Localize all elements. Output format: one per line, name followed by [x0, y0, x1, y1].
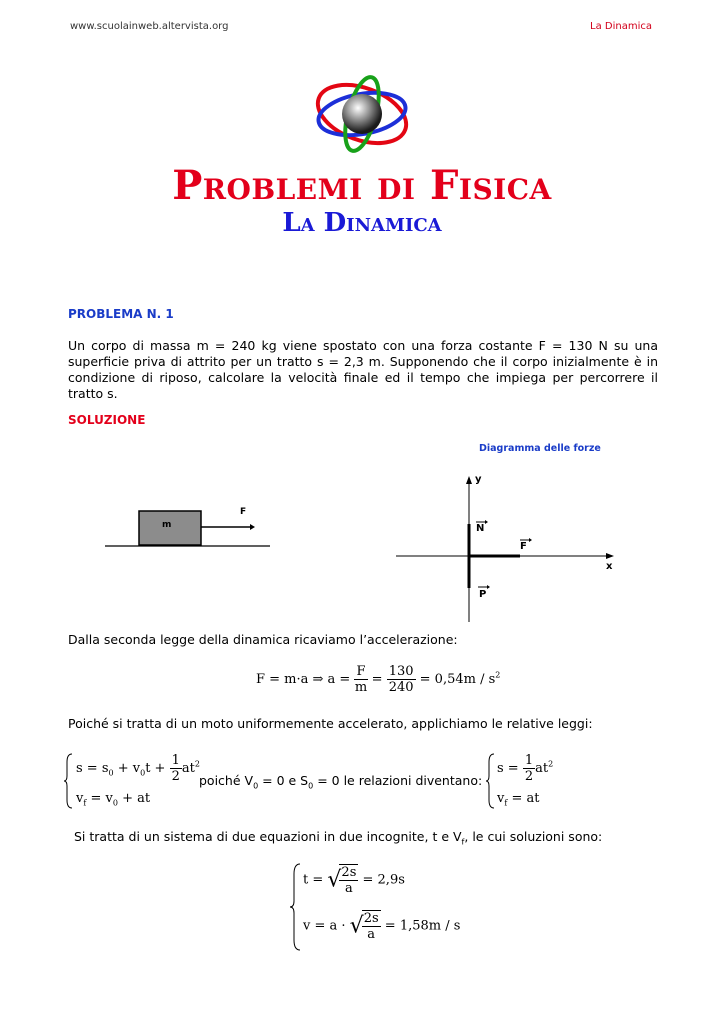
sys2-l2c: = at	[507, 791, 540, 806]
eq1-lhs: F = m·a ⇒ a =	[256, 672, 351, 687]
text3-sub: f	[461, 837, 465, 847]
sys1-l2c: = v	[86, 791, 113, 806]
diagram-title: Diagramma delle forze	[479, 443, 601, 454]
sol-v-den: a	[367, 927, 376, 942]
atom-logo	[312, 72, 412, 156]
mid-sub2: 0	[308, 781, 314, 791]
sys2-l1c: 2	[548, 759, 554, 769]
solutions-brace	[290, 862, 302, 952]
header-site: www.scuolainweb.altervista.org	[70, 21, 229, 32]
solution-time: t = √ $\frac{2s}{a}$ = 2,9s	[303, 865, 405, 896]
sol-t-num: 2s	[341, 865, 357, 880]
header-section: La Dinamica	[590, 21, 652, 32]
axis-y-label: y	[475, 474, 482, 485]
system1-line1	[76, 753, 200, 784]
text-second-law: Dalla seconda legge della dinamica ricaviamo l’accelerazione:	[68, 632, 458, 647]
text-initial-conditions	[199, 773, 482, 791]
text3a: Si tratta di un sistema di due equazioni in due incognite, t e V	[74, 829, 462, 844]
sys1-l2b: f	[83, 798, 87, 808]
text-system-solutions	[74, 829, 602, 847]
eq1-frac1-den: m	[354, 680, 368, 695]
system2-line2	[497, 791, 539, 808]
sol-v-res: = 1,58m / s	[384, 918, 461, 934]
sol-t-res: = 2,9s	[362, 872, 405, 888]
system1-line2	[76, 791, 150, 808]
sys2-half-den: 2	[524, 769, 534, 784]
solution-label: SOLUZIONE	[68, 413, 146, 427]
problem-text: Un corpo di massa m = 240 kg viene spostato con una forza costante F = 130 N su una superficie priva di attrito per un tratto s = 2,3 m. Supponendo che il corpo inizialmente è in condizione di riposo, calcolare la velocità finale ed il tempo che impiega per percorrere il tratto s.	[68, 338, 658, 401]
vector-n-label: N	[476, 523, 485, 534]
vector-p-label: P	[479, 589, 487, 600]
page-title: Problemi di Fisica	[172, 162, 552, 209]
sol-t-lhs: t =	[303, 872, 324, 888]
text-uniform-motion: Poiché si tratta di un moto uniformemente accelerato, applichiamo le relative leggi:	[68, 716, 593, 731]
sol-t-den: a	[345, 881, 353, 896]
sys2-l1a: s =	[497, 761, 519, 776]
vector-f-label: F	[520, 541, 527, 552]
page-subtitle: La Dinamica	[282, 208, 442, 238]
sol-v-lhs: v = a ·	[303, 918, 346, 934]
sys1-l1b: 0	[108, 768, 114, 778]
sys1-l1g: 2	[194, 759, 200, 769]
eq1-frac2-den: 240	[388, 680, 414, 695]
equation-acceleration: F = m·a ⇒ a = $\frac{F}{m}$ = $\frac{130}{240}$ = $0,54m / s^2$	[256, 664, 501, 695]
eq1-exp: 2	[495, 670, 501, 680]
system2-line1	[497, 753, 553, 784]
sys1-l1a: s = s	[76, 761, 109, 776]
sys1-l1c: + v	[113, 761, 141, 776]
sys1-l1f: at	[181, 761, 195, 776]
eq1-result: = 0,54m / s	[419, 672, 496, 687]
text3b: , le cui soluzioni sono:	[464, 829, 603, 844]
force-diagram	[390, 470, 620, 630]
system1-brace	[64, 752, 74, 810]
force-label: F	[240, 507, 247, 517]
sys1-l2d: 0	[112, 798, 118, 808]
mid-c: = 0 le relazioni diventano:	[313, 773, 483, 788]
eq1-frac1-num: F	[356, 664, 366, 679]
system2-brace	[486, 752, 496, 810]
sys2-l2b: f	[504, 798, 508, 808]
sys2-l1b: at	[535, 761, 549, 776]
mid-a: poiché V	[199, 773, 254, 788]
mid-sub1: 0	[253, 781, 259, 791]
sys1-l2e: + at	[117, 791, 151, 806]
sys2-l2a: v	[497, 791, 505, 806]
sys1-half-num: 1	[171, 753, 180, 768]
sys1-l2a: v	[76, 791, 84, 806]
sol-v-num: 2s	[363, 911, 379, 926]
solution-velocity: v = a · √ $\frac{2s}{a}$ = 1,58m / s	[303, 911, 461, 942]
block-label: m	[162, 520, 172, 530]
eq1-frac2-num: 130	[388, 664, 414, 679]
sys1-half-den: 2	[171, 769, 180, 784]
axis-x-label: x	[606, 561, 613, 572]
sys2-half-num: 1	[524, 753, 534, 768]
problem-label: PROBLEMA N. 1	[68, 307, 174, 321]
sys1-l1d: 0	[140, 768, 146, 778]
sys1-l1e: t +	[145, 761, 170, 776]
mid-b: = 0 e S	[258, 773, 309, 788]
